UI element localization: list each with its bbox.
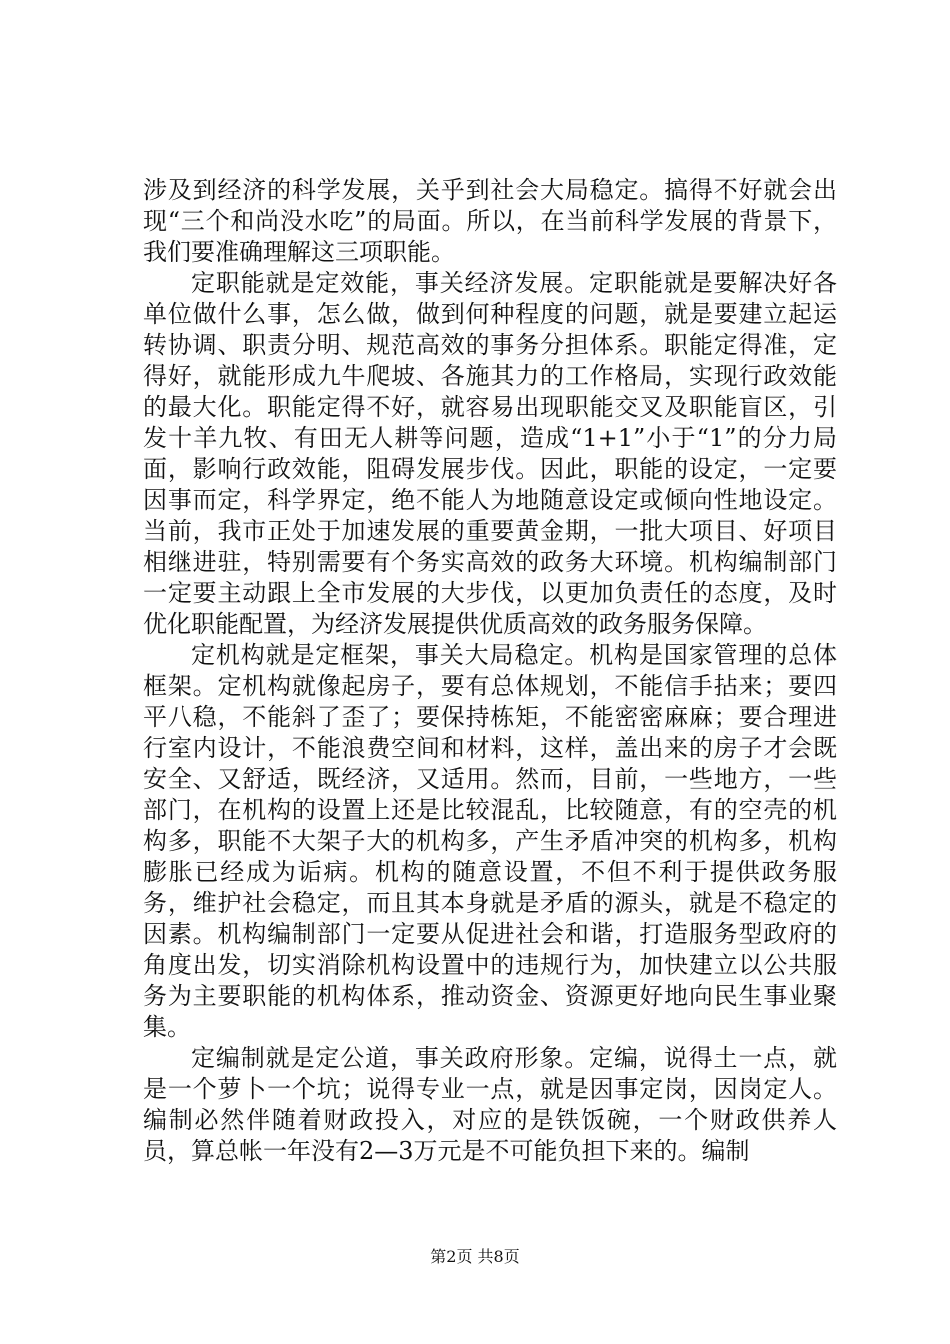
paragraph-1: 涉及到经济的科学发展，关乎到社会大局稳定。搞得不好就会出现“三个和尚没水吃”的局面。所以，在当前科学发展的背景下，我们要准确理解这三项职能。 [143, 176, 837, 266]
paragraph-2: 定职能就是定效能，事关经济发展。定职能就是要解决好各单位做什么事，怎么做，做到何种程度的问题，就是要建立起运转协调、职责分明、规范高效的事务分担体系。职能定得准，定得好，就能形成九牛爬坡、各施其力的工作格局，实现行政效能的最大化。职能定得不好，就容易出现职能交叉及职能盲区，引发十羊九牧、有田无人耕等问题，造成“1+1”小于“1”的分力局面，影响行政效能，阻碍发展步伐。因此，职能的设定，一定要因事而定，科学界定，绝不能人为地随意设定或倾向性地设定。当前，我市正处于加速发展的重要黄金期，一批大项目、好项目相继进驻，特别需要有个务实高效的政务大环境。机构编制部门一定要主动跟上全市发展的大步伐，以更加负责任的态度，及时优化职能配置，为经济发展提供优质高效的政务服务保障。 [143, 269, 837, 638]
paragraph-3: 定机构就是定框架，事关大局稳定。机构是国家管理的总体框架。定机构就像起房子，要有总体规划，不能信手拈来；要四平八稳，不能斜了歪了；要保持栋矩，不能密密麻麻；要合理进行室内设计，不能浪费空间和材料，这样，盖出来的房子才会既安全、又舒适，既经济，又适用。然而，目前，一些地方，一些部门，在机构的设置上还是比较混乱，比较随意，有的空壳的机构多，职能不大架子大的机构多，产生矛盾冲突的机构多，机构膨胀已经成为诟病。机构的随意设置，不但不利于提供政务服务，维护社会稳定，而且其本身就是矛盾的源头，就是不稳定的因素。机构编制部门一定要从促进社会和谐，打造服务型政府的角度出发，切实消除机构设置中的违规行为，加快建立以公共服务为主要职能的机构体系，推动资金、资源更好地向民生事业聚集。 [143, 641, 837, 1041]
document-body [143, 175, 837, 1167]
page-number-footer: 第2页 共8页 [430, 1247, 520, 1266]
paragraph-4: 定编制就是定公道，事关政府形象。定编，说得土一点，就是一个萝卜一个坑；说得专业一点，就是因事定岗，因岗定人。编制必然伴随着财政投入，对应的是铁饭碗，一个财政供养人员，算总帐一年没有2—3万元是不可能负担下来的。编制 [143, 1044, 837, 1165]
